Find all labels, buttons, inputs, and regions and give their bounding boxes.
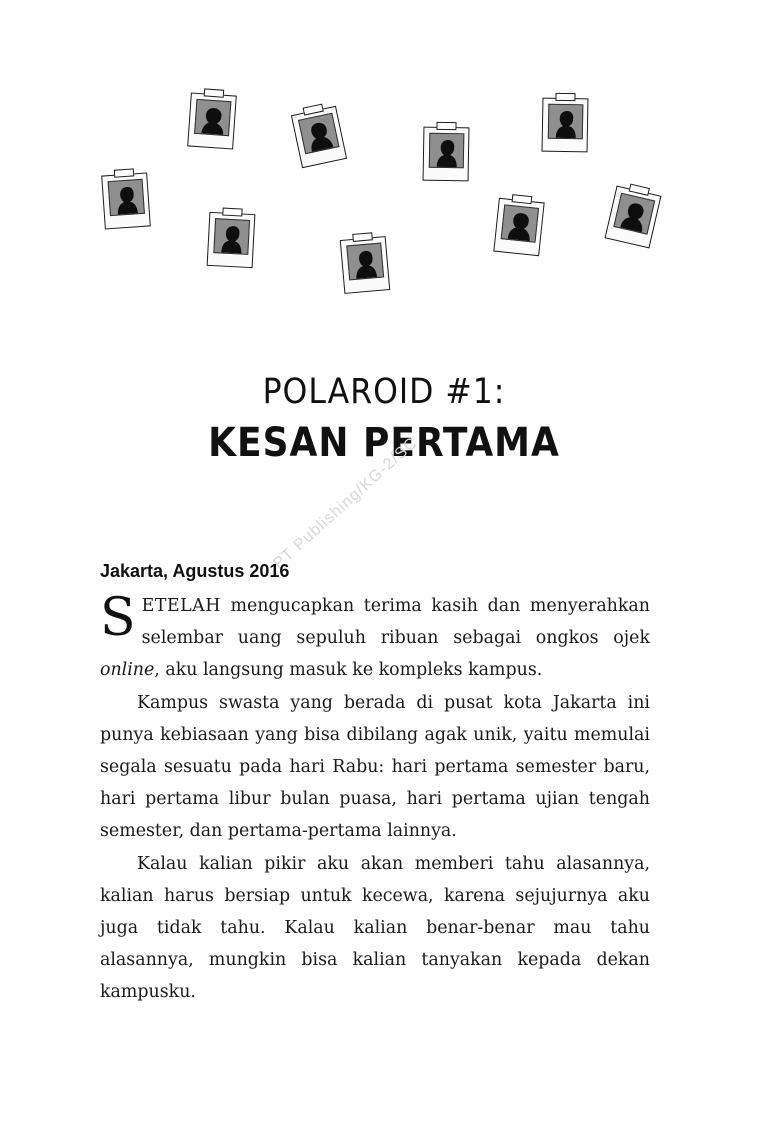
chapter-title: KESAN PERTAMA xyxy=(208,420,560,466)
dateline: Jakarta, Agustus 2016 xyxy=(100,561,290,581)
paragraph: Kampus swasta yang berada di pusat kota Jakarta ini punya kebiasaan yang bisa dibilang agak unik, yaitu memulai segala sesuatu pada hari Rabu: hari pertama semester baru, hari pertama libur bulan puasa, hari pertama ujian tengah semester, dan pertama-pertama lainnya. xyxy=(100,692,650,842)
paragraph xyxy=(100,590,650,687)
polaroid-icon xyxy=(101,172,151,229)
paragraph-text: mengucapkan terima kasih dan menyerahkan selembar uang sepuluh ribuan sebagai ongkos ojek xyxy=(141,596,650,649)
polaroid-icon xyxy=(493,198,544,257)
chapter-number: POLAROID #1: xyxy=(262,372,506,412)
polaroid-icon xyxy=(605,186,662,249)
polaroid-icon xyxy=(207,212,256,268)
drop-cap: S xyxy=(100,588,136,648)
paragraph-text: , aku langsung masuk ke kompleks kampus. xyxy=(154,660,543,681)
watermark: PT Publishing/KG-2/SC xyxy=(270,434,422,573)
chapter-body xyxy=(100,590,650,1009)
polaroid-icon xyxy=(423,127,470,182)
polaroid-icon xyxy=(291,106,347,168)
lead-in: ETELAH xyxy=(141,596,221,616)
italic-word: online xyxy=(100,660,155,681)
paragraph: Kalau kalian pikir aku akan memberi tahu alasannya, kalian harus bersiap untuk kecewa, karena sejujurnya aku juga tidak tahu. Kalau kalian benar-benar mau tahu alasannya, mungkin bisa kalian tanyakan kepada dekan kampusku. xyxy=(100,853,650,1003)
polaroid-icon xyxy=(187,92,237,149)
polaroid-icon xyxy=(542,98,589,153)
polaroid-icon xyxy=(340,236,391,294)
